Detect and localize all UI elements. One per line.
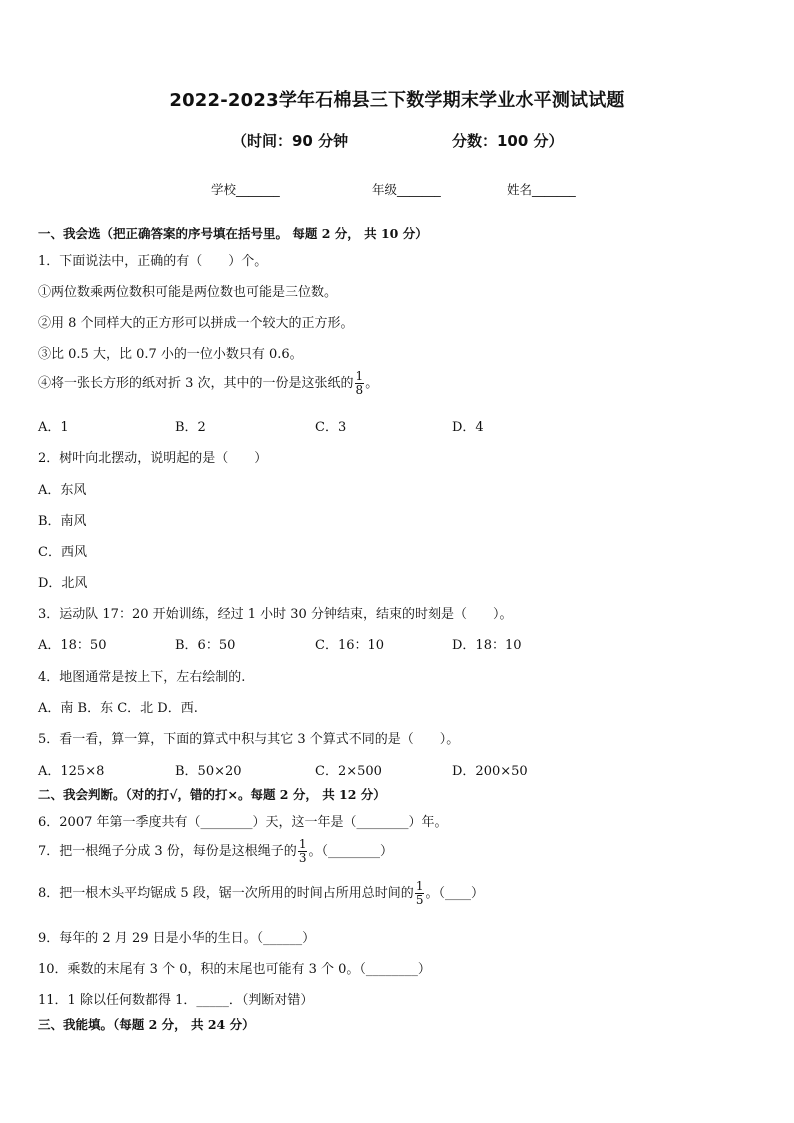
fraction-one-eighth — [355, 370, 365, 397]
question-5-option-c: C．2×500 — [315, 764, 382, 779]
question-5-stem: 5．看一看，算一算，下面的算式中积与其它 3 个算式不同的是（ ）。 — [38, 732, 460, 747]
question-2-option-c: C．西风 — [38, 545, 87, 560]
question-6: 6．2007 年第一季度共有（________）天，这一年是（________）年。 — [38, 815, 448, 830]
question-2-stem: 2．树叶向北摆动，说明起的是（ ） — [38, 451, 268, 466]
section-2-heading: 二、我会判断。（对的打√，错的打×。每题 2 分， 共 12 分） — [38, 787, 386, 802]
name-field: 姓名_______ — [507, 182, 576, 197]
page-title: 2022-2023学年石棉县三下数学期末学业水平测试试题 — [169, 90, 625, 111]
question-8-text: 8．把一根木头平均锯成 5 段，锯一次所用的时间占所用总时间的 — [38, 886, 414, 901]
question-3-option-b: B．6：50 — [175, 638, 236, 653]
time-limit: （时间：90 分钟 — [232, 132, 349, 150]
question-1-option-b: B．2 — [175, 420, 206, 435]
question-9: 9．每年的 2 月 29 日是小华的生日。（______） — [38, 931, 316, 946]
question-8-blank: 。（____） — [425, 886, 484, 901]
question-1-statement-1: ①两位数乘两位数积可能是两位数也可能是三位数。 — [38, 285, 338, 300]
statement-4-text: ④将一张长方形的纸对折 3 次，其中的一份是这张纸的 — [38, 376, 354, 391]
question-2-option-d: D．北风 — [38, 576, 88, 591]
question-11: 11．1 除以任何数都得 1．_____．（判断对错） — [38, 993, 314, 1008]
question-5-option-b: B．50×20 — [175, 764, 242, 779]
fraction-denominator: 3 — [298, 851, 307, 865]
question-8 — [38, 880, 484, 907]
section-3-heading: 三、我能填。（每题 2 分， 共 24 分） — [38, 1017, 255, 1032]
question-1-statement-4 — [38, 370, 378, 397]
question-5-option-d: D．200×50 — [452, 764, 528, 779]
question-5-option-a: A．125×8 — [38, 764, 105, 779]
question-7-text: 7．把一根绳子分成 3 份，每份是这根绳子的 — [38, 844, 297, 859]
question-7 — [38, 838, 393, 865]
question-1-option-a: A．1 — [38, 420, 69, 435]
fraction-denominator: 5 — [415, 893, 424, 907]
fraction-numerator: 1 — [415, 879, 424, 893]
fraction-numerator: 1 — [298, 837, 307, 851]
school-field: 学校_______ — [211, 182, 280, 197]
question-3-stem: 3．运动队 17：20 开始训练，经过 1 小时 30 分钟结束，结束的时刻是（ ）。 — [38, 607, 513, 622]
section-1-heading: 一、我会选（把正确答案的序号填在括号里。 每题 2 分， 共 10 分） — [38, 226, 428, 241]
grade-field: 年级_______ — [372, 182, 441, 197]
fraction-denominator: 8 — [355, 383, 364, 397]
fraction-one-fifth — [415, 880, 425, 907]
question-1-statement-3: ③比 0.5 大，比 0.7 小的一位小数只有 0.6。 — [38, 347, 303, 362]
question-10: 10．乘数的末尾有 3 个 0，积的末尾也可能有 3 个 0。（________） — [38, 962, 431, 977]
question-3-option-a: A．18：50 — [38, 638, 107, 653]
question-1-statement-2: ②用 8 个同样大的正方形可以拼成一个较大的正方形。 — [38, 316, 354, 331]
question-3-option-d: D．18：10 — [452, 638, 522, 653]
total-score: 分数：100 分） — [452, 132, 564, 150]
question-4-options: A．南 B．东 C．北 D．西. — [38, 701, 198, 716]
question-1-stem: 1．下面说法中，正确的有（ ）个。 — [38, 254, 268, 269]
question-2-option-b: B．南风 — [38, 514, 87, 529]
question-1-option-d: D．4 — [452, 420, 484, 435]
statement-4-end: 。 — [365, 376, 379, 391]
question-1-option-c: C．3 — [315, 420, 347, 435]
question-3-option-c: C．16：10 — [315, 638, 385, 653]
question-4-stem: 4．地图通常是按上下，左右绘制的. — [38, 670, 246, 685]
question-2-option-a: A．东风 — [38, 483, 87, 498]
fraction-one-third — [298, 838, 308, 865]
fraction-numerator: 1 — [355, 369, 364, 383]
question-7-blank: 。（________） — [308, 844, 393, 859]
